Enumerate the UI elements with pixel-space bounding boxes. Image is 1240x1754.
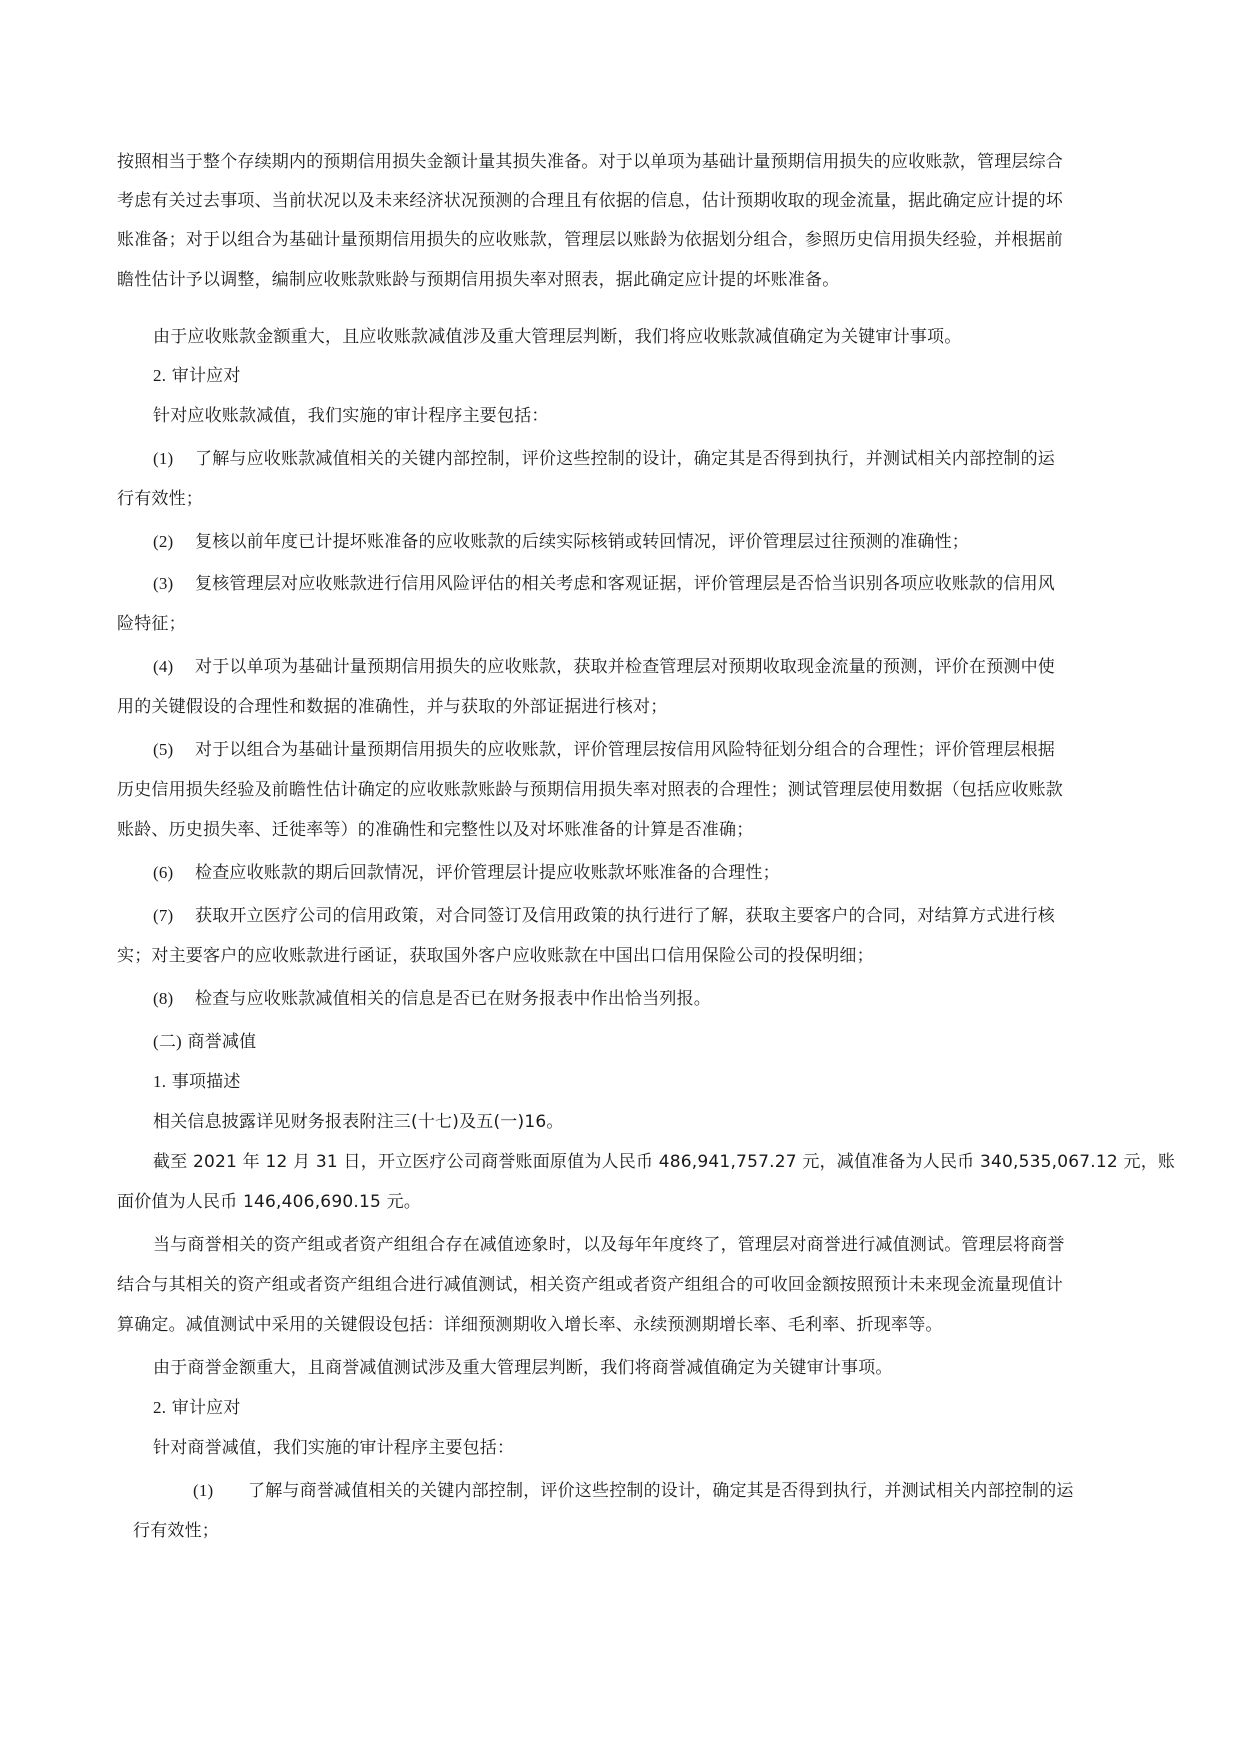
paragraph-line: 算确定。减值测试中采用的关键假设包括：详细预测期收入增长率、永续预测期增长率、毛利率、折现率等。 xyxy=(117,1315,943,1335)
paragraph-line: 考虑有关过去事项、当前状况以及未来经济状况预测的合理且有依据的信息，估计预期收取的现金流量，据此确定应计提的坏 xyxy=(117,191,1063,211)
section-heading xyxy=(153,1071,241,1093)
list-item-text: 了解与应收账款减值相关的关键内部控制，评价这些控制的设计，确定其是否得到执行，并测试相关内部控制的运 xyxy=(195,449,1055,469)
list-item-number: (1) xyxy=(193,1481,214,1500)
list-item-text: 了解与商誉减值相关的关键内部控制，评价这些控制的设计，确定其是否得到执行，并测试相关内部控制的运 xyxy=(248,1481,1074,1501)
heading-number: (二) xyxy=(153,1032,182,1051)
list-item-number: (2) xyxy=(153,532,174,551)
list-item-text: 用的关键假设的合理性和数据的准确性，并与获取的外部证据进行核对； xyxy=(117,697,668,717)
paragraph-line: 结合与其相关的资产组或者资产组组合进行减值测试，相关资产组或者资产组组合的可收回金额按照预计未来现金流量现值计 xyxy=(117,1275,1063,1295)
list-item-number: (3) xyxy=(153,574,174,593)
list-item-number: (7) xyxy=(153,906,174,925)
paragraph-line: 面价值为人民币 146,406,690.15 元。 xyxy=(117,1192,421,1212)
list-item-text: 实；对主要客户的应收账款进行函证，获取国外客户应收账款在中国出口信用保险公司的投保明细； xyxy=(117,946,874,966)
heading-text: 事项描述 xyxy=(171,1072,241,1092)
heading-text: 商誉减值 xyxy=(187,1032,257,1052)
list-item-number: (5) xyxy=(153,740,174,759)
heading-number: 2. xyxy=(153,366,167,385)
list-item-text: 复核管理层对应收账款进行信用风险评估的相关考虑和客观证据，评价管理层是否恰当识别各项应收账款的信用风 xyxy=(195,574,1055,594)
paragraph-line: 账准备；对于以组合为基础计量预期信用损失的应收账款，管理层以账龄为依据划分组合，参照历史信用损失经验，并根据前 xyxy=(117,230,1063,250)
list-item-text: 行有效性； xyxy=(117,489,203,509)
paragraph-line: 针对商誉减值，我们实施的审计程序主要包括： xyxy=(153,1438,515,1458)
heading-text: 审计应对 xyxy=(171,1398,241,1418)
paragraph-line: 瞻性估计予以调整，编制应收账款账龄与预期信用损失率对照表，据此确定应计提的坏账准备。 xyxy=(117,270,840,290)
list-item-number: (8) xyxy=(153,989,174,1008)
list-item-number: (6) xyxy=(153,863,174,882)
list-item-text: 检查应收账款的期后回款情况，评价管理层计提应收账款坏账准备的合理性； xyxy=(195,863,780,883)
section-heading xyxy=(153,1031,256,1053)
list-item-text: 险特征； xyxy=(117,614,186,634)
list-item-number: (4) xyxy=(153,657,174,676)
list-item-text: 对于以组合为基础计量预期信用损失的应收账款，评价管理层按信用风险特征划分组合的合理性；评价管理层根据 xyxy=(195,740,1055,760)
list-item-text: 行有效性； xyxy=(133,1521,219,1541)
list-item-text: 复核以前年度已计提坏账准备的应收账款的后续实际核销或转回情况，评价管理层过往预测的准确性； xyxy=(195,532,969,552)
paragraph-line: 截至 2021 年 12 月 31 日，开立医疗公司商誉账面原值为人民币 486,941,757.27 元，减值准备为人民币 340,535,067.12 元，账 xyxy=(153,1152,1176,1172)
paragraph-line: 针对应收账款减值，我们实施的审计程序主要包括： xyxy=(153,406,549,426)
paragraph-line: 当与商誉相关的资产组或者资产组组合存在减值迹象时，以及每年年度终了，管理层对商誉进行减值测试。管理层将商誉 xyxy=(153,1235,1065,1255)
paragraph-line: 相关信息披露详见财务报表附注三(十七)及五(一)16。 xyxy=(153,1112,564,1132)
heading-number: 2. xyxy=(153,1398,167,1417)
paragraph-line: 由于商誉金额重大，且商誉减值测试涉及重大管理层判断，我们将商誉减值确定为关键审计事项。 xyxy=(153,1358,893,1378)
list-item-text: 历史信用损失经验及前瞻性估计确定的应收账款账龄与预期信用损失率对照表的合理性；测试管理层使用数据（包括应收账款 xyxy=(117,780,1063,800)
section-heading xyxy=(153,1397,241,1419)
section-heading xyxy=(153,365,241,387)
paragraph-line: 由于应收账款金额重大，且应收账款减值涉及重大管理层判断，我们将应收账款减值确定为关键审计事项。 xyxy=(153,327,962,347)
list-item-text: 检查与应收账款减值相关的信息是否已在财务报表中作出恰当列报。 xyxy=(195,989,711,1009)
heading-text: 审计应对 xyxy=(171,366,241,386)
list-item-number: (1) xyxy=(153,449,174,468)
paragraph-line: 按照相当于整个存续期内的预期信用损失金额计量其损失准备。对于以单项为基础计量预期信用损失的应收账款，管理层综合 xyxy=(117,152,1063,172)
list-item-text: 获取开立医疗公司的信用政策，对合同签订及信用政策的执行进行了解，获取主要客户的合同，对结算方式进行核 xyxy=(195,906,1055,926)
heading-number: 1. xyxy=(153,1072,167,1091)
list-item-text: 账龄、历史损失率、迁徙率等）的准确性和完整性以及对坏账准备的计算是否准确； xyxy=(117,820,754,840)
list-item-text: 对于以单项为基础计量预期信用损失的应收账款，获取并检查管理层对预期收取现金流量的预测，评价在预测中使 xyxy=(195,657,1055,677)
